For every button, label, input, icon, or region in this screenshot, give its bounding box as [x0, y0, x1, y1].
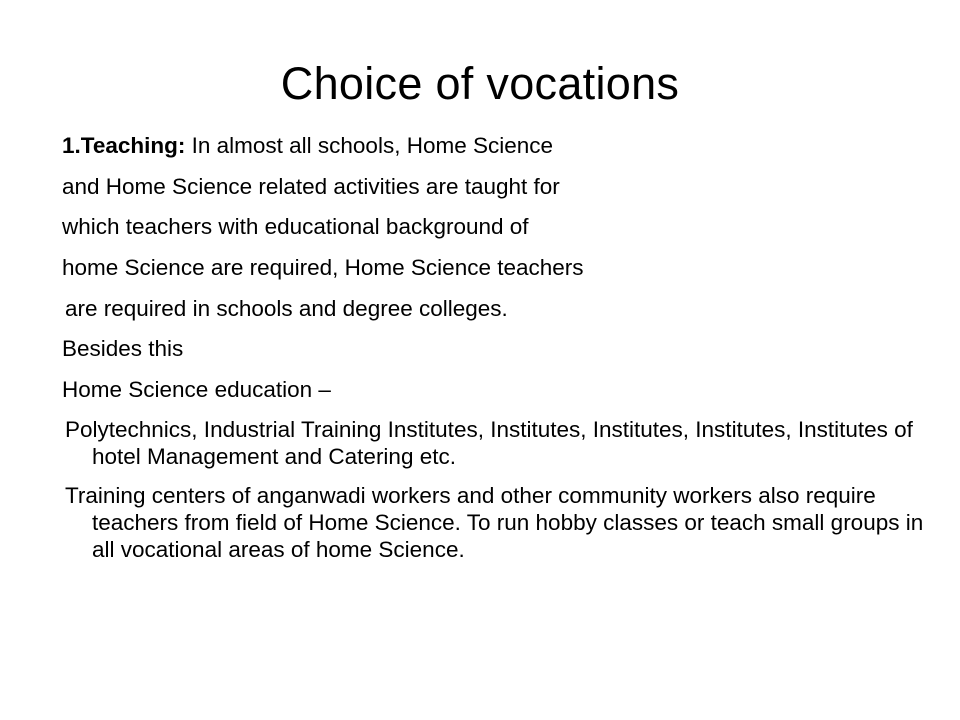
body-line-2: and Home Science related activities are taught for — [62, 173, 560, 199]
body-line-1-text: In almost all schools, Home Science — [185, 133, 554, 158]
body-line-7: Home Science education – — [62, 377, 331, 403]
slide-body — [62, 131, 942, 575]
body-line-1 — [62, 131, 942, 172]
body-line-4: home Science are required, Home Science teachers — [62, 255, 584, 281]
body-line-5: are required in schools and degree colleges. — [65, 295, 508, 321]
teaching-heading: 1.Teaching: — [62, 133, 186, 158]
body-paragraph-training-centers: Training centers of anganwadi workers and other community workers also require teachers from field of Home Science. To run hobby classes or teach small groups in all vocational areas of home Science. — [65, 482, 924, 562]
body-paragraph-institutes: Polytechnics, Industrial Training Institutes, Institutes, Institutes, Institutes, Institutes of hotel Management and Catering etc. — [65, 416, 913, 469]
body-line-6: Besides this — [62, 336, 184, 362]
slide-title: Choice of vocations — [280, 58, 680, 109]
body-line-3: which teachers with educational background of — [62, 214, 529, 240]
